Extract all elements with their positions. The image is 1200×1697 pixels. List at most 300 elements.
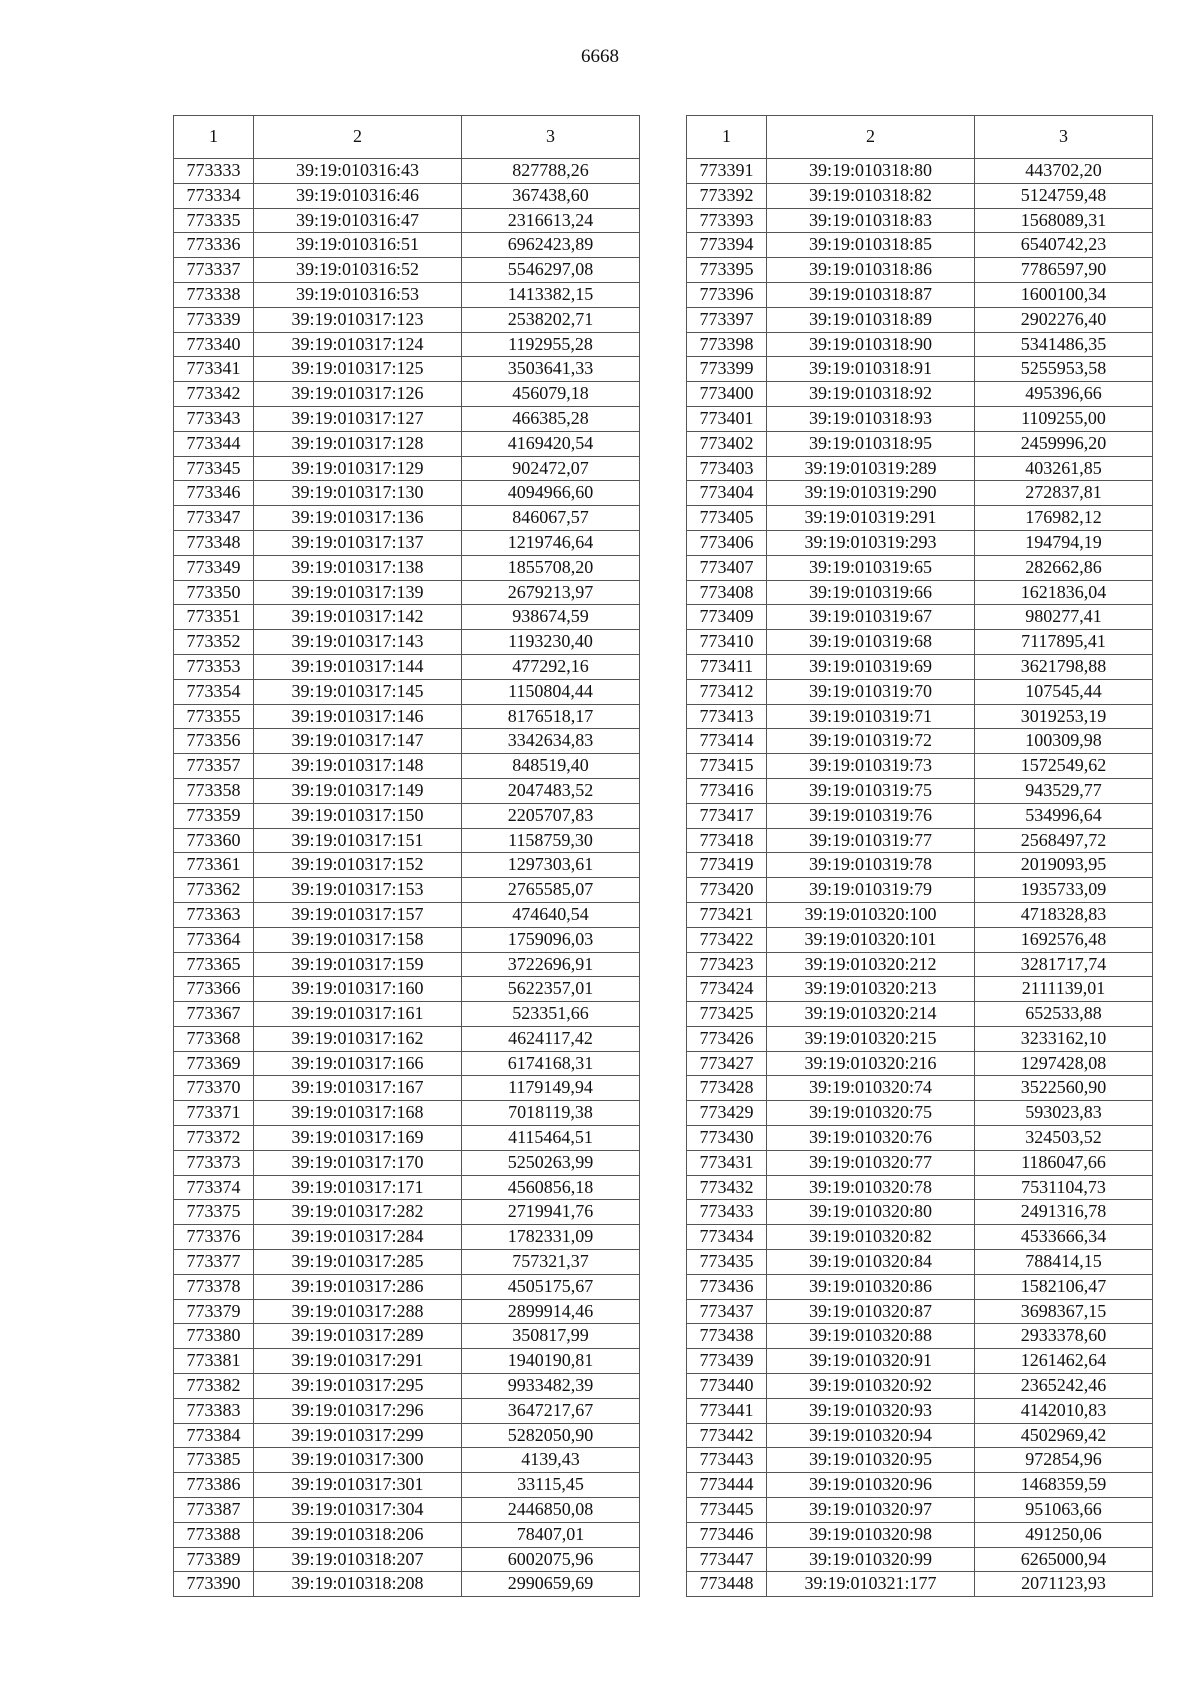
table-row (174, 258, 640, 283)
table-row (174, 1175, 640, 1200)
table-row (687, 580, 1153, 605)
row-number-cell: 773436 (687, 1274, 767, 1299)
row-number-cell: 773353 (174, 654, 254, 679)
value-cell: 1621836,04 (975, 580, 1153, 605)
value-cell: 1940190,81 (462, 1349, 640, 1374)
cadastral-number-cell: 39:19:010317:126 (254, 382, 462, 407)
row-number-cell: 773415 (687, 754, 767, 779)
value-cell: 107545,44 (975, 679, 1153, 704)
value-cell: 78407,01 (462, 1522, 640, 1547)
row-number-cell: 773443 (687, 1448, 767, 1473)
value-cell: 848519,40 (462, 754, 640, 779)
cadastral-number-cell: 39:19:010317:160 (254, 977, 462, 1002)
row-number-cell: 773411 (687, 654, 767, 679)
row-number-cell: 773442 (687, 1423, 767, 1448)
row-number-cell: 773356 (174, 729, 254, 754)
column-header: 1 (174, 116, 254, 159)
value-cell: 491250,06 (975, 1522, 1153, 1547)
value-cell: 951063,66 (975, 1498, 1153, 1523)
row-number-cell: 773395 (687, 258, 767, 283)
cadastral-number-cell: 39:19:010316:46 (254, 183, 462, 208)
page-number: 6668 (581, 46, 619, 67)
row-number-cell: 773345 (174, 456, 254, 481)
cadastral-number-cell: 39:19:010317:151 (254, 828, 462, 853)
cadastral-number-cell: 39:19:010318:208 (254, 1572, 462, 1597)
cadastral-number-cell: 39:19:010320:94 (767, 1423, 975, 1448)
row-number-cell: 773416 (687, 778, 767, 803)
value-cell: 4505175,67 (462, 1274, 640, 1299)
cadastral-number-cell: 39:19:010319:78 (767, 853, 975, 878)
cadastral-number-cell: 39:19:010317:289 (254, 1324, 462, 1349)
cadastral-number-cell: 39:19:010320:84 (767, 1250, 975, 1275)
value-cell: 4502969,42 (975, 1423, 1153, 1448)
cadastral-number-cell: 39:19:010320:80 (767, 1200, 975, 1225)
row-number-cell: 773412 (687, 679, 767, 704)
table-row (174, 159, 640, 184)
table-row (174, 1274, 640, 1299)
cadastral-number-cell: 39:19:010321:177 (767, 1572, 975, 1597)
row-number-cell: 773427 (687, 1051, 767, 1076)
row-number-cell: 773346 (174, 481, 254, 506)
row-number-cell: 773408 (687, 580, 767, 605)
row-number-cell: 773389 (174, 1547, 254, 1572)
table-row (174, 282, 640, 307)
table-row (687, 357, 1153, 382)
table-row (687, 952, 1153, 977)
value-cell: 902472,07 (462, 456, 640, 481)
value-cell: 4094966,60 (462, 481, 640, 506)
row-number-cell: 773439 (687, 1349, 767, 1374)
cadastral-number-cell: 39:19:010318:90 (767, 332, 975, 357)
value-cell: 6540742,23 (975, 233, 1153, 258)
cadastral-number-cell: 39:19:010317:296 (254, 1398, 462, 1423)
table-row (687, 1126, 1153, 1151)
row-number-cell: 773447 (687, 1547, 767, 1572)
cadastral-number-cell: 39:19:010320:213 (767, 977, 975, 1002)
row-number-cell: 773432 (687, 1175, 767, 1200)
cadastral-number-cell: 39:19:010317:168 (254, 1101, 462, 1126)
table-row (174, 1299, 640, 1324)
value-cell: 1109255,00 (975, 406, 1153, 431)
row-number-cell: 773413 (687, 704, 767, 729)
value-cell: 9933482,39 (462, 1374, 640, 1399)
cadastral-number-cell: 39:19:010317:127 (254, 406, 462, 431)
table-row (687, 1473, 1153, 1498)
row-number-cell: 773348 (174, 530, 254, 555)
value-cell: 6174168,31 (462, 1051, 640, 1076)
value-cell: 1179149,94 (462, 1076, 640, 1101)
row-number-cell: 773335 (174, 208, 254, 233)
cadastral-number-cell: 39:19:010317:170 (254, 1150, 462, 1175)
row-number-cell: 773341 (174, 357, 254, 382)
cadastral-number-cell: 39:19:010318:86 (767, 258, 975, 283)
cadastral-number-cell: 39:19:010320:99 (767, 1547, 975, 1572)
cadastral-number-cell: 39:19:010320:93 (767, 1398, 975, 1423)
row-number-cell: 773417 (687, 803, 767, 828)
value-cell: 7018119,38 (462, 1101, 640, 1126)
cadastral-number-cell: 39:19:010317:145 (254, 679, 462, 704)
table-row (174, 1200, 640, 1225)
row-number-cell: 773385 (174, 1448, 254, 1473)
column-header: 2 (254, 116, 462, 159)
row-number-cell: 773373 (174, 1150, 254, 1175)
value-cell: 403261,85 (975, 456, 1153, 481)
table-header-row (687, 116, 1153, 159)
cadastral-number-cell: 39:19:010319:79 (767, 878, 975, 903)
row-number-cell: 773403 (687, 456, 767, 481)
row-number-cell: 773407 (687, 555, 767, 580)
row-number-cell: 773351 (174, 605, 254, 630)
row-number-cell: 773338 (174, 282, 254, 307)
cadastral-number-cell: 39:19:010317:301 (254, 1473, 462, 1498)
row-number-cell: 773360 (174, 828, 254, 853)
table-row (174, 431, 640, 456)
cadastral-number-cell: 39:19:010316:52 (254, 258, 462, 283)
table-row (174, 1522, 640, 1547)
cadastral-number-cell: 39:19:010320:86 (767, 1274, 975, 1299)
row-number-cell: 773437 (687, 1299, 767, 1324)
table-row (687, 1498, 1153, 1523)
value-cell: 3281717,74 (975, 952, 1153, 977)
value-cell: 2679213,97 (462, 580, 640, 605)
table-row (174, 679, 640, 704)
row-number-cell: 773350 (174, 580, 254, 605)
value-cell: 1297428,08 (975, 1051, 1153, 1076)
row-number-cell: 773368 (174, 1026, 254, 1051)
cadastral-number-cell: 39:19:010319:75 (767, 778, 975, 803)
value-cell: 5546297,08 (462, 258, 640, 283)
row-number-cell: 773372 (174, 1126, 254, 1151)
row-number-cell: 773396 (687, 282, 767, 307)
cadastral-number-cell: 39:19:010317:125 (254, 357, 462, 382)
table-row (687, 555, 1153, 580)
cadastral-number-cell: 39:19:010317:166 (254, 1051, 462, 1076)
value-cell: 534996,64 (975, 803, 1153, 828)
table-row (687, 1051, 1153, 1076)
table-row (174, 1473, 640, 1498)
row-number-cell: 773337 (174, 258, 254, 283)
cadastral-number-cell: 39:19:010320:91 (767, 1349, 975, 1374)
value-cell: 4142010,83 (975, 1398, 1153, 1423)
cadastral-number-cell: 39:19:010317:136 (254, 506, 462, 531)
value-cell: 456079,18 (462, 382, 640, 407)
cadastral-number-cell: 39:19:010318:83 (767, 208, 975, 233)
row-number-cell: 773355 (174, 704, 254, 729)
row-number-cell: 773367 (174, 1002, 254, 1027)
value-cell: 2719941,76 (462, 1200, 640, 1225)
cadastral-number-cell: 39:19:010320:77 (767, 1150, 975, 1175)
row-number-cell: 773343 (174, 406, 254, 431)
table-row (687, 431, 1153, 456)
cadastral-number-cell: 39:19:010317:123 (254, 307, 462, 332)
row-number-cell: 773399 (687, 357, 767, 382)
table-row (687, 159, 1153, 184)
table-row (174, 1051, 640, 1076)
row-number-cell: 773387 (174, 1498, 254, 1523)
value-cell: 2459996,20 (975, 431, 1153, 456)
cadastral-number-cell: 39:19:010317:300 (254, 1448, 462, 1473)
table-row (687, 382, 1153, 407)
cadastral-number-cell: 39:19:010320:82 (767, 1225, 975, 1250)
cadastral-number-cell: 39:19:010318:80 (767, 159, 975, 184)
row-number-cell: 773362 (174, 878, 254, 903)
cadastral-number-cell: 39:19:010318:92 (767, 382, 975, 407)
cadastral-number-cell: 39:19:010319:293 (767, 530, 975, 555)
table-row (174, 853, 640, 878)
value-cell: 4624117,42 (462, 1026, 640, 1051)
value-cell: 2933378,60 (975, 1324, 1153, 1349)
table-row (174, 754, 640, 779)
cadastral-number-cell: 39:19:010317:162 (254, 1026, 462, 1051)
table-row (174, 1547, 640, 1572)
cadastral-number-cell: 39:19:010317:157 (254, 902, 462, 927)
cadastral-number-cell: 39:19:010316:51 (254, 233, 462, 258)
table-row (687, 778, 1153, 803)
value-cell: 2205707,83 (462, 803, 640, 828)
table-row (687, 1547, 1153, 1572)
table-row (174, 1002, 640, 1027)
table-row (687, 1274, 1153, 1299)
cadastral-number-cell: 39:19:010317:159 (254, 952, 462, 977)
table-row (687, 530, 1153, 555)
cadastral-number-cell: 39:19:010317:299 (254, 1423, 462, 1448)
table-row (687, 878, 1153, 903)
table-row (174, 952, 640, 977)
table-row (687, 828, 1153, 853)
row-number-cell: 773414 (687, 729, 767, 754)
cadastral-number-cell: 39:19:010317:284 (254, 1225, 462, 1250)
value-cell: 194794,19 (975, 530, 1153, 555)
cadastral-number-cell: 39:19:010320:87 (767, 1299, 975, 1324)
cadastral-number-cell: 39:19:010317:295 (254, 1374, 462, 1399)
table-row (174, 1423, 640, 1448)
value-cell: 272837,81 (975, 481, 1153, 506)
cadastral-number-cell: 39:19:010318:93 (767, 406, 975, 431)
cadastral-number-cell: 39:19:010319:290 (767, 481, 975, 506)
row-number-cell: 773359 (174, 803, 254, 828)
cadastral-number-cell: 39:19:010320:75 (767, 1101, 975, 1126)
table-row (687, 183, 1153, 208)
row-number-cell: 773365 (174, 952, 254, 977)
value-cell: 2899914,46 (462, 1299, 640, 1324)
table-header-row (174, 116, 640, 159)
value-cell: 8176518,17 (462, 704, 640, 729)
value-cell: 4560856,18 (462, 1175, 640, 1200)
value-cell: 3233162,10 (975, 1026, 1153, 1051)
value-cell: 2765585,07 (462, 878, 640, 903)
row-number-cell: 773378 (174, 1274, 254, 1299)
row-number-cell: 773444 (687, 1473, 767, 1498)
table-row (687, 1349, 1153, 1374)
value-cell: 1759096,03 (462, 927, 640, 952)
cadastral-number-cell: 39:19:010317:167 (254, 1076, 462, 1101)
row-number-cell: 773446 (687, 1522, 767, 1547)
table-row (174, 1349, 640, 1374)
value-cell: 3698367,15 (975, 1299, 1153, 1324)
row-number-cell: 773424 (687, 977, 767, 1002)
value-cell: 1468359,59 (975, 1473, 1153, 1498)
cadastral-number-cell: 39:19:010318:82 (767, 183, 975, 208)
row-number-cell: 773397 (687, 307, 767, 332)
cadastral-number-cell: 39:19:010318:91 (767, 357, 975, 382)
value-cell: 2047483,52 (462, 778, 640, 803)
row-number-cell: 773398 (687, 332, 767, 357)
value-cell: 1692576,48 (975, 927, 1153, 952)
row-number-cell: 773431 (687, 1150, 767, 1175)
row-number-cell: 773390 (174, 1572, 254, 1597)
row-number-cell: 773422 (687, 927, 767, 952)
table-row (687, 679, 1153, 704)
table-row (687, 1101, 1153, 1126)
table-row (687, 282, 1153, 307)
row-number-cell: 773409 (687, 605, 767, 630)
value-cell: 1192955,28 (462, 332, 640, 357)
row-number-cell: 773376 (174, 1225, 254, 1250)
row-number-cell: 773428 (687, 1076, 767, 1101)
value-cell: 100309,98 (975, 729, 1153, 754)
cadastral-number-cell: 39:19:010320:92 (767, 1374, 975, 1399)
cadastral-number-cell: 39:19:010317:171 (254, 1175, 462, 1200)
cadastral-number-cell: 39:19:010320:100 (767, 902, 975, 927)
value-cell: 2019093,95 (975, 853, 1153, 878)
row-number-cell: 773420 (687, 878, 767, 903)
value-cell: 2071123,93 (975, 1572, 1153, 1597)
value-cell: 176982,12 (975, 506, 1153, 531)
table-row (174, 878, 640, 903)
cadastral-number-cell: 39:19:010320:215 (767, 1026, 975, 1051)
cadastral-number-cell: 39:19:010317:144 (254, 654, 462, 679)
table-row (687, 1200, 1153, 1225)
table-row (687, 1398, 1153, 1423)
row-number-cell: 773381 (174, 1349, 254, 1374)
value-cell: 1193230,40 (462, 630, 640, 655)
row-number-cell: 773401 (687, 406, 767, 431)
data-table-right (686, 115, 1153, 1597)
value-cell: 2316613,24 (462, 208, 640, 233)
table-row (174, 332, 640, 357)
table-row (174, 1448, 640, 1473)
table-row (174, 580, 640, 605)
table-row (174, 1126, 640, 1151)
value-cell: 2990659,69 (462, 1572, 640, 1597)
table-row (174, 1101, 640, 1126)
cadastral-number-cell: 39:19:010317:149 (254, 778, 462, 803)
value-cell: 6962423,89 (462, 233, 640, 258)
value-cell: 443702,20 (975, 159, 1153, 184)
table-row (174, 1324, 640, 1349)
row-number-cell: 773434 (687, 1225, 767, 1250)
cadastral-number-cell: 39:19:010317:288 (254, 1299, 462, 1324)
value-cell: 474640,54 (462, 902, 640, 927)
cadastral-number-cell: 39:19:010320:98 (767, 1522, 975, 1547)
value-cell: 1935733,09 (975, 878, 1153, 903)
cadastral-number-cell: 39:19:010317:150 (254, 803, 462, 828)
value-cell: 5255953,58 (975, 357, 1153, 382)
value-cell: 5124759,48 (975, 183, 1153, 208)
cadastral-number-cell: 39:19:010320:76 (767, 1126, 975, 1151)
value-cell: 1297303,61 (462, 853, 640, 878)
cadastral-number-cell: 39:19:010320:74 (767, 1076, 975, 1101)
cadastral-number-cell: 39:19:010317:153 (254, 878, 462, 903)
table-row (174, 1398, 640, 1423)
value-cell: 1600100,34 (975, 282, 1153, 307)
row-number-cell: 773393 (687, 208, 767, 233)
row-number-cell: 773364 (174, 927, 254, 952)
cadastral-number-cell: 39:19:010317:148 (254, 754, 462, 779)
row-number-cell: 773357 (174, 754, 254, 779)
cadastral-number-cell: 39:19:010320:78 (767, 1175, 975, 1200)
table-row (174, 357, 640, 382)
value-cell: 2491316,78 (975, 1200, 1153, 1225)
table-row (687, 902, 1153, 927)
value-cell: 7117895,41 (975, 630, 1153, 655)
value-cell: 2446850,08 (462, 1498, 640, 1523)
value-cell: 1261462,64 (975, 1349, 1153, 1374)
cadastral-number-cell: 39:19:010319:76 (767, 803, 975, 828)
row-number-cell: 773438 (687, 1324, 767, 1349)
table-row (687, 630, 1153, 655)
value-cell: 6265000,94 (975, 1547, 1153, 1572)
table-row (174, 307, 640, 332)
row-number-cell: 773404 (687, 481, 767, 506)
row-number-cell: 773347 (174, 506, 254, 531)
value-cell: 827788,26 (462, 159, 640, 184)
cadastral-number-cell: 39:19:010319:70 (767, 679, 975, 704)
table-row (174, 481, 640, 506)
row-number-cell: 773425 (687, 1002, 767, 1027)
table-row (687, 754, 1153, 779)
row-number-cell: 773402 (687, 431, 767, 456)
table-row (174, 729, 640, 754)
cadastral-number-cell: 39:19:010316:53 (254, 282, 462, 307)
cadastral-number-cell: 39:19:010316:43 (254, 159, 462, 184)
cadastral-number-cell: 39:19:010320:95 (767, 1448, 975, 1473)
value-cell: 1568089,31 (975, 208, 1153, 233)
table-row (687, 481, 1153, 506)
value-cell: 2365242,46 (975, 1374, 1153, 1399)
row-number-cell: 773334 (174, 183, 254, 208)
row-number-cell: 773344 (174, 431, 254, 456)
value-cell: 6002075,96 (462, 1547, 640, 1572)
table-row (174, 1498, 640, 1523)
table-row (687, 1150, 1153, 1175)
cadastral-number-cell: 39:19:010320:96 (767, 1473, 975, 1498)
value-cell: 4139,43 (462, 1448, 640, 1473)
cadastral-number-cell: 39:19:010317:158 (254, 927, 462, 952)
value-cell: 4718328,83 (975, 902, 1153, 927)
value-cell: 3522560,90 (975, 1076, 1153, 1101)
cadastral-number-cell: 39:19:010318:87 (767, 282, 975, 307)
value-cell: 652533,88 (975, 1002, 1153, 1027)
row-number-cell: 773400 (687, 382, 767, 407)
value-cell: 846067,57 (462, 506, 640, 531)
row-number-cell: 773336 (174, 233, 254, 258)
cadastral-number-cell: 39:19:010319:66 (767, 580, 975, 605)
cadastral-number-cell: 39:19:010319:77 (767, 828, 975, 853)
value-cell: 757321,37 (462, 1250, 640, 1275)
table-row (687, 1423, 1153, 1448)
value-cell: 5622357,01 (462, 977, 640, 1002)
cadastral-number-cell: 39:19:010320:216 (767, 1051, 975, 1076)
value-cell: 980277,41 (975, 605, 1153, 630)
table-row (174, 208, 640, 233)
value-cell: 1582106,47 (975, 1274, 1153, 1299)
table-row (174, 183, 640, 208)
cadastral-number-cell: 39:19:010317:286 (254, 1274, 462, 1299)
value-cell: 938674,59 (462, 605, 640, 630)
table-row (174, 1076, 640, 1101)
column-header: 3 (975, 116, 1153, 159)
